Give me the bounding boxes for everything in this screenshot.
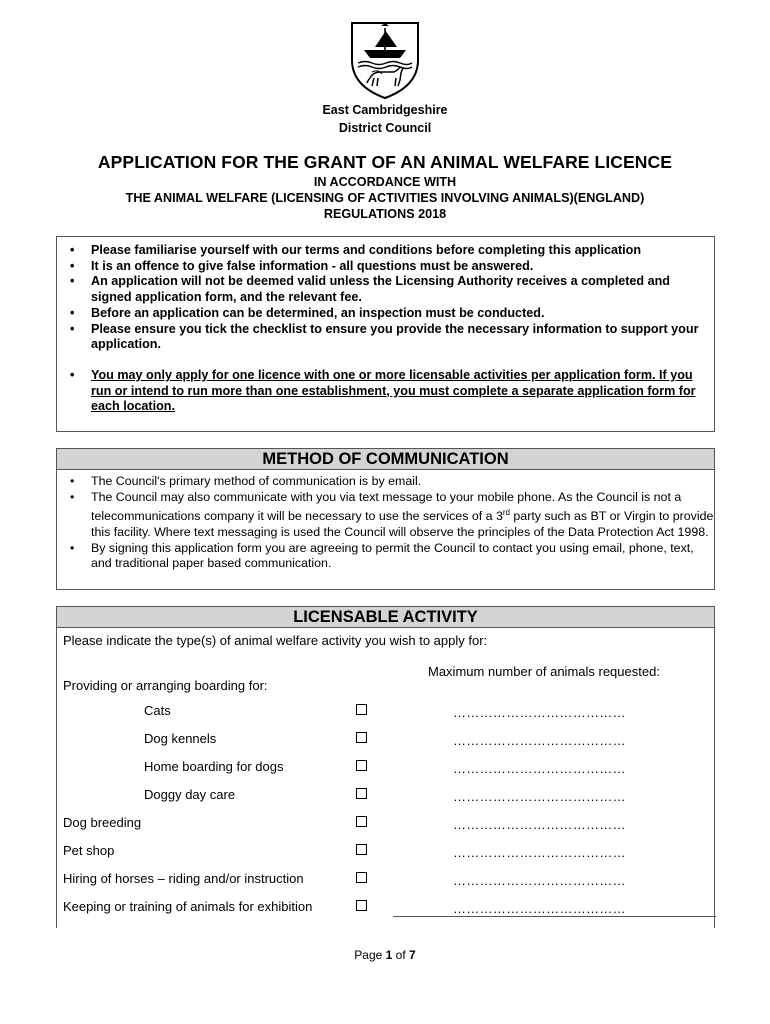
communication-section <box>56 448 715 590</box>
pet-shop-number-field[interactable]: ………………………………… <box>453 845 626 860</box>
dog-breeding-checkbox[interactable] <box>356 816 367 827</box>
activity-label-dog-kennels: Dog kennels <box>144 731 217 746</box>
page-number: Page 1 of 7 <box>354 948 416 962</box>
max-animals-label: Maximum number of animals requested: <box>428 664 660 679</box>
cats-number-field[interactable]: ………………………………… <box>453 705 626 720</box>
doggy-day-care-checkbox[interactable] <box>356 788 367 799</box>
activity-label-doggy-day-care: Doggy day care <box>144 787 236 802</box>
note-item: • It is an offence to give false information - all questions must be answered. <box>70 258 534 273</box>
licensable-activity-heading: LICENSABLE ACTIVITY <box>57 607 714 628</box>
doggy-day-care-number-field[interactable]: ………………………………… <box>453 789 626 804</box>
section-bottom-border <box>393 916 716 917</box>
council-crest-logo <box>348 20 422 100</box>
council-name-line1: East Cambridgeshire <box>322 103 448 117</box>
exhibition-number-field[interactable]: ………………………………… <box>453 901 626 916</box>
council-name-line2: District Council <box>338 121 432 135</box>
note-item: • Please familiarise yourself with our terms and conditions before completing this application <box>70 243 642 257</box>
hiring-horses-number-field[interactable]: ………………………………… <box>453 873 626 888</box>
activity-label-dog-breeding: Dog breeding <box>63 815 142 830</box>
activity-label-home-boarding: Home boarding for dogs <box>144 759 284 774</box>
activity-intro: Please indicate the type(s) of animal welfare activity you wish to apply for: <box>63 633 488 648</box>
communication-list <box>57 470 714 572</box>
cats-checkbox[interactable] <box>356 704 367 715</box>
form-subtitle-3: REGULATIONS 2018 <box>323 207 447 221</box>
exhibition-checkbox[interactable] <box>356 900 367 911</box>
communication-heading: METHOD OF COMMUNICATION <box>57 449 714 470</box>
note-item: • Please ensure you tick the checklist to ensure you provide the necessary information to support your application. <box>70 321 699 352</box>
important-notes-box <box>56 236 715 432</box>
communication-item: • The Council's primary method of communication is by email. <box>70 474 422 488</box>
activity-label-exhibition: Keeping or training of animals for exhibition <box>63 899 313 914</box>
dog-kennels-number-field[interactable]: ………………………………… <box>453 733 626 748</box>
important-notes-list <box>57 243 714 415</box>
form-subtitle-1: IN ACCORDANCE WITH <box>313 175 457 189</box>
communication-item: • By signing this application form you are agreeing to permit the Council to contact you using email, phone, text, and traditional paper based communication. <box>70 540 694 571</box>
boarding-label: Providing or arranging boarding for: <box>63 678 268 693</box>
note-item: • Before an application can be determined, an inspection must be conducted. <box>70 305 545 320</box>
activity-label-cats: Cats <box>144 703 171 718</box>
activity-label-pet-shop: Pet shop <box>63 843 115 858</box>
hiring-horses-checkbox[interactable] <box>356 872 367 883</box>
form-subtitle-2: THE ANIMAL WELFARE (LICENSING OF ACTIVITIES INVOLVING ANIMALS)(ENGLAND) <box>125 191 645 205</box>
note-item: • An application will not be deemed valid unless the Licensing Authority receives a completed and signed application form, and the relevant fee. <box>70 274 670 305</box>
note-item-underlined: • You may only apply for one licence with one or more licensable activities per application form. If you run or intend to run more than one establishment, you must complete a separate application form for each location. <box>70 367 696 414</box>
dog-breeding-number-field[interactable]: ………………………………… <box>453 817 626 832</box>
activity-label-hiring-horses: Hiring of horses – riding and/or instruction <box>63 871 304 886</box>
dog-kennels-checkbox[interactable] <box>356 732 367 743</box>
form-title: APPLICATION FOR THE GRANT OF AN ANIMAL WELFARE LICENCE <box>97 152 673 172</box>
communication-item: • The Council may also communicate with you via text message to your mobile phone. As the Council is not a telecommunications company it will be necessary to use the services of a 3rd party such as BT or Virgin to provide this facility. Where text messaging is used the Council will observe the principles of the Data Protection Act 1998. <box>70 489 714 539</box>
pet-shop-checkbox[interactable] <box>356 844 367 855</box>
home-boarding-number-field[interactable]: ………………………………… <box>453 761 626 776</box>
home-boarding-checkbox[interactable] <box>356 760 367 771</box>
